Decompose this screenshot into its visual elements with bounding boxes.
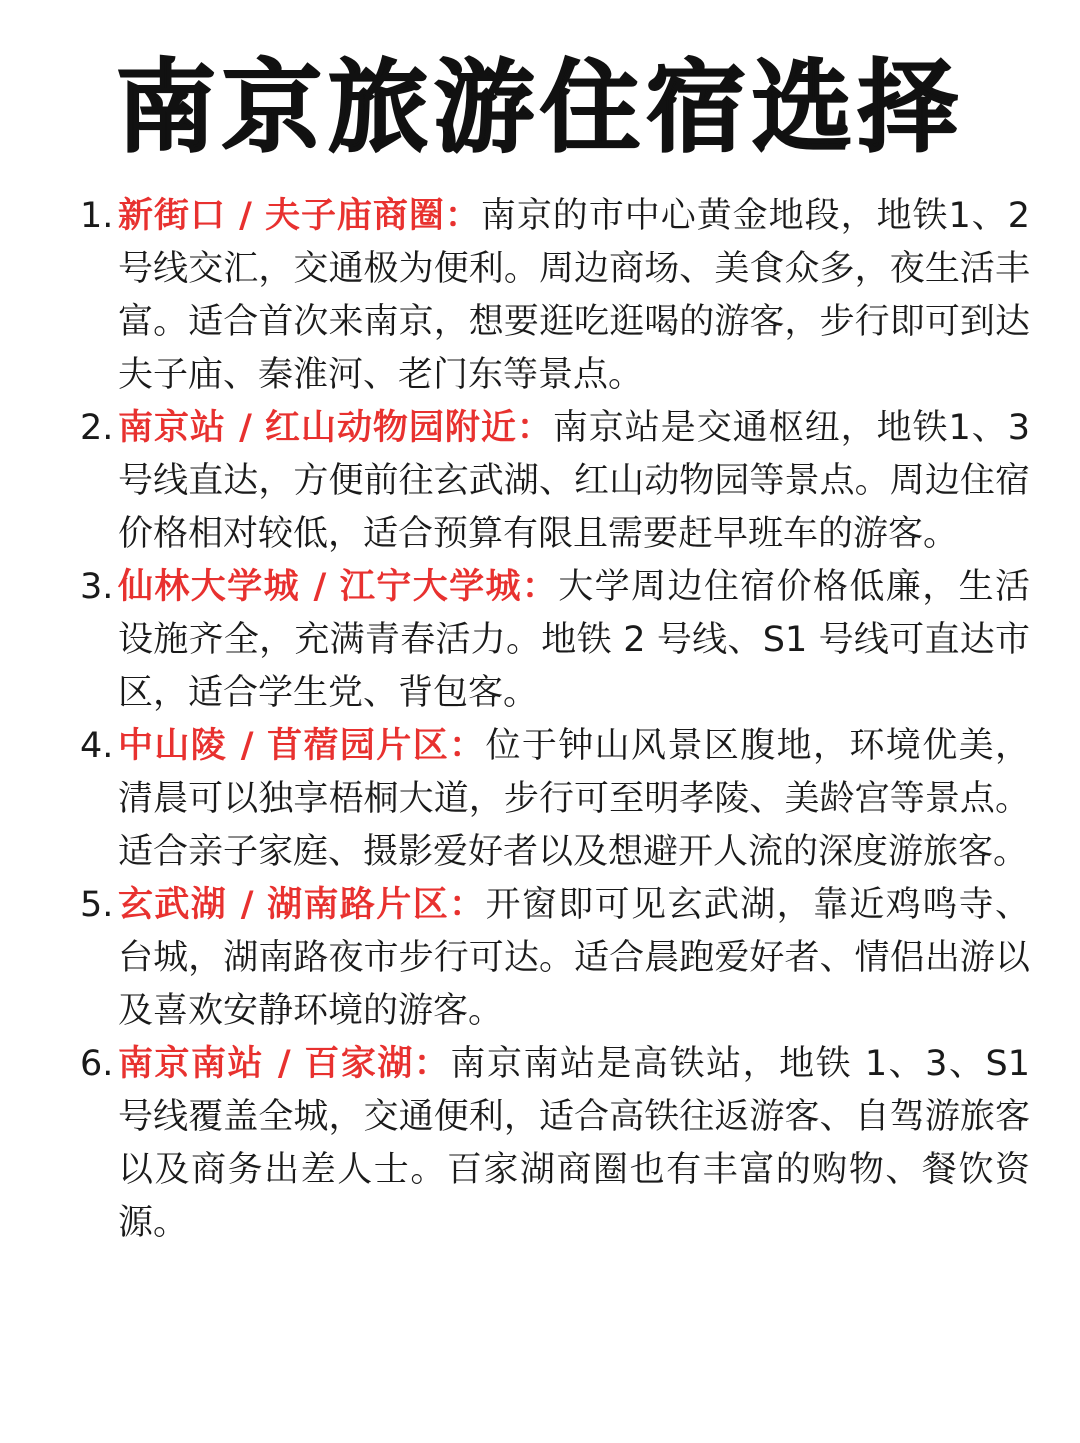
- list-item: [80, 720, 1030, 879]
- list-item: [80, 402, 1030, 561]
- item-heading: 玄武湖 / 湖南路片区：: [118, 885, 486, 925]
- item-number: 6.: [80, 1044, 114, 1084]
- item-heading: 新街口 / 夫子庙商圈：: [118, 196, 481, 236]
- item-description: 南京站是交通枢纽，地铁1、3 号线直达，方便前往玄武湖、红山动物园等景点。周边住宿价格相对较低，适合预算有限且需要赶早班车的游客。: [118, 408, 1030, 554]
- item-number: 1.: [80, 196, 114, 236]
- item-heading: 中山陵 / 苜蓿园片区：: [118, 726, 486, 766]
- item-heading: 南京站 / 红山动物园附近：: [118, 408, 553, 448]
- item-description: 开窗即可见玄武湖，靠近鸡鸣寺、台城，湖南路夜市步行可达。适合晨跑爱好者、情侣出游以及喜欢安静环境的游客。: [118, 885, 1030, 1031]
- item-description: 位于钟山风景区腹地，环境优美，清晨可以独享梧桐大道，步行可至明孝陵、美龄宫等景点。适合亲子家庭、摄影爱好者以及想避开人流的深度游旅客。: [118, 726, 1030, 872]
- item-heading: 南京南站 / 百家湖：: [118, 1044, 451, 1084]
- item-description: 大学周边住宿价格低廉，生活设施齐全，充满青春活力。地铁 2 号线、S1 号线可直达市区，适合学生党、背包客。: [118, 567, 1030, 713]
- list-item: [80, 190, 1030, 402]
- item-description: 南京的市中心黄金地段，地铁1、2 号线交汇，交通极为便利。周边商场、美食众多，夜生活丰富。适合首次来南京，想要逛吃逛喝的游客，步行即可到达夫子庙、秦淮河、老门东等景点。: [118, 196, 1030, 395]
- item-description: 南京南站是高铁站，地铁 1、3、S1 号线覆盖全城，交通便利，适合高铁往返游客、自驾游旅客以及商务出差人士。百家湖商圈也有丰富的购物、餐饮资源。: [118, 1044, 1030, 1243]
- list-item: [80, 879, 1030, 1038]
- page-title: 南京旅游住宿选择: [116, 49, 964, 166]
- item-number: 3.: [80, 567, 114, 607]
- accommodation-list: [80, 190, 1030, 1250]
- list-item: [80, 1038, 1030, 1250]
- list-item: [80, 561, 1030, 720]
- item-heading: 仙林大学城 / 江宁大学城：: [118, 567, 559, 607]
- item-number: 2.: [80, 408, 114, 448]
- item-number: 5.: [80, 885, 114, 925]
- item-number: 4.: [80, 726, 114, 766]
